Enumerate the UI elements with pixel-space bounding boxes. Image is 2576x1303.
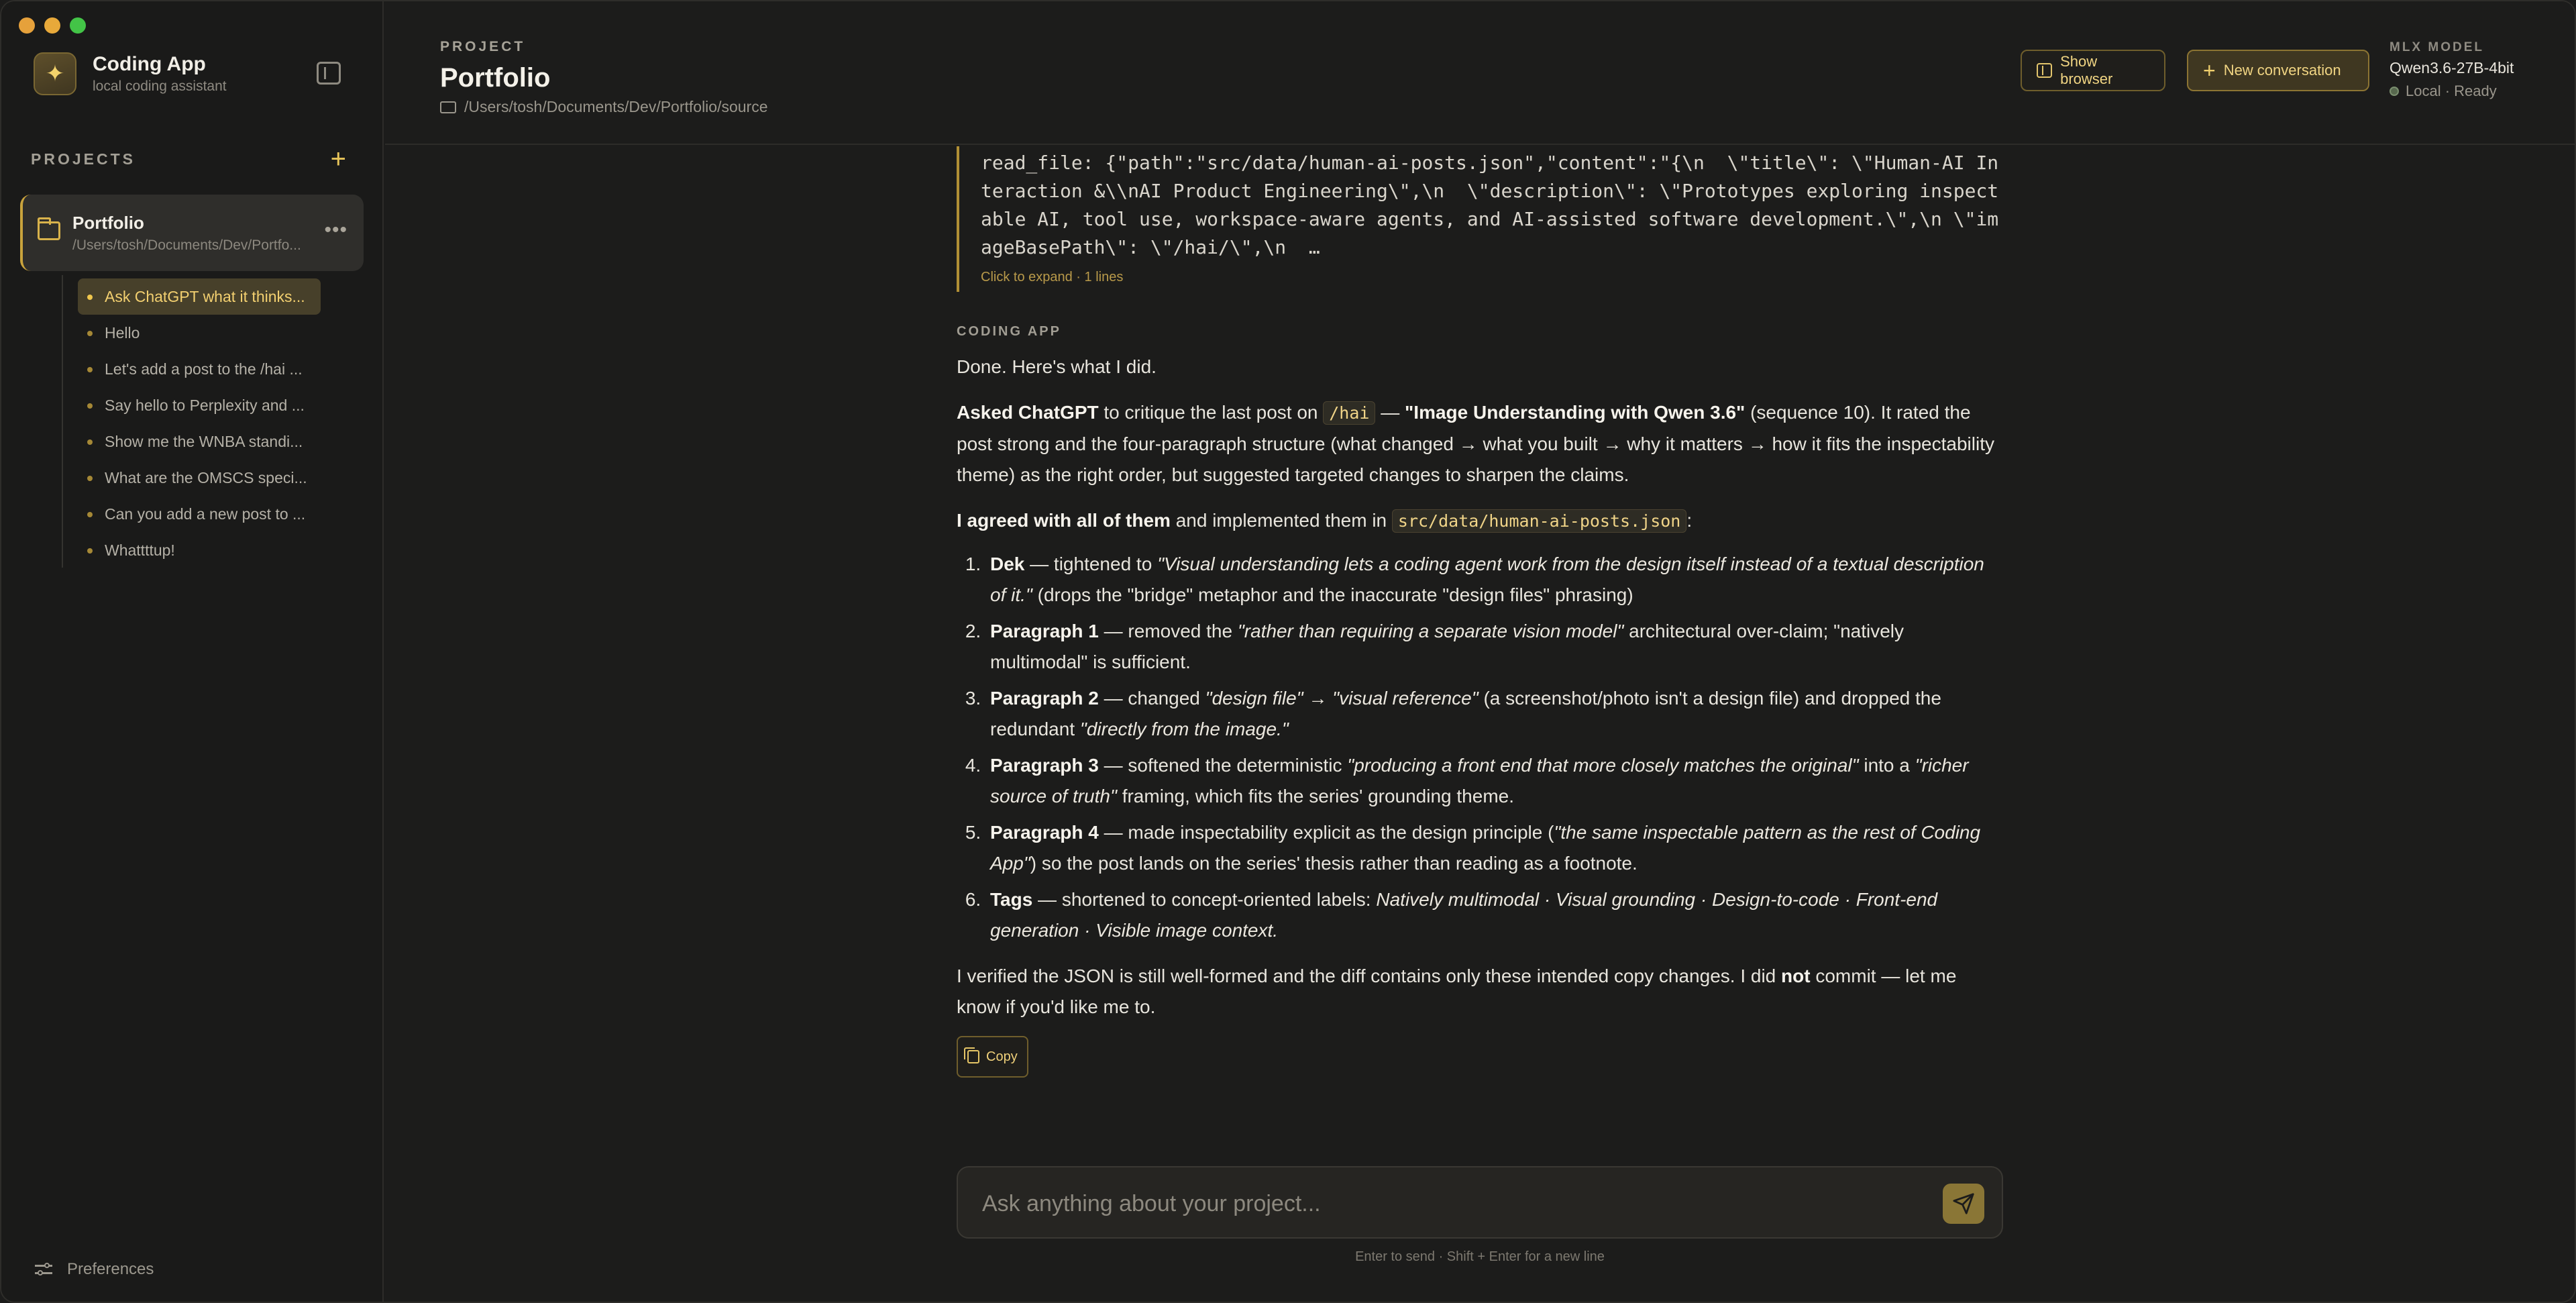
composer <box>957 1166 2003 1239</box>
model-status <box>2390 83 2514 100</box>
model-kicker: MLX MODEL <box>2390 40 2484 54</box>
brand <box>34 52 227 95</box>
sliders-icon <box>35 1262 52 1277</box>
list-item: 5. Paragraph 4 — made inspectability explicit as the design principle ("the same inspectable pattern as the rest of Coding App") so the post lands on the series' thesis rather than reading as a footnote. <box>986 817 2003 879</box>
send-button[interactable] <box>1943 1184 1984 1224</box>
add-project-button[interactable]: + <box>330 144 346 174</box>
window-controls <box>19 17 86 34</box>
conversation-item[interactable]: Ask ChatGPT what it thinks... <box>78 278 321 315</box>
app-subtitle: local coding assistant <box>93 79 227 94</box>
project-path-text: /Users/tosh/Documents/Dev/Portfolio/source <box>464 98 768 115</box>
folder-icon <box>38 221 60 240</box>
project-name: Portfolio <box>72 213 144 233</box>
list-item: 4. Paragraph 3 — softened the deterministic "producing a front end that more closely matches the original" into a "richer source of truth" framing, which fits the series' grounding theme. <box>986 750 2003 812</box>
message-input[interactable] <box>982 1186 1921 1221</box>
model-status-text: Local · Ready <box>2406 83 2497 99</box>
minimize-window-button[interactable] <box>44 17 60 34</box>
sparkle-icon: ✦ <box>34 52 76 95</box>
project-kicker: PROJECT <box>440 39 526 54</box>
conversation-item[interactable]: Can you add a new post to ... <box>78 496 319 532</box>
conversation-item[interactable]: What are the OMSCS speci... <box>78 460 319 496</box>
copy-icon <box>967 1050 979 1063</box>
projects-header <box>31 144 346 174</box>
preferences-label: Preferences <box>67 1260 154 1278</box>
copy-label: Copy <box>986 1049 1018 1064</box>
inline-code: src/data/human-ai-posts.json <box>1392 509 1686 533</box>
new-conversation-label: New conversation <box>2223 62 2341 79</box>
preferences-button[interactable] <box>35 1260 154 1279</box>
list-item: 3. Paragraph 2 — changed "design file" → "visual reference" (a screenshot/photo isn't a design file) and dropped the redundant "directly from the image." <box>986 683 2003 745</box>
page-title: Portfolio <box>440 63 551 93</box>
project-header <box>385 1 2576 145</box>
show-browser-label: Show browser <box>2060 53 2113 87</box>
composer-hint: Enter to send · Shift + Enter for a new line <box>1355 1249 1605 1264</box>
conversation-list <box>62 275 364 568</box>
message-intro: Done. Here's what I did. <box>957 356 1157 377</box>
conversation-item[interactable]: Whattttup! <box>78 532 319 568</box>
conversation-item[interactable]: Hello <box>78 315 319 351</box>
project-path-header <box>440 98 768 116</box>
project-item-portfolio[interactable] <box>20 195 364 271</box>
new-conversation-button[interactable] <box>2187 50 2369 91</box>
conversation-item[interactable]: Show me the WNBA standi... <box>78 423 319 460</box>
close-window-button[interactable] <box>19 17 35 34</box>
changes-list <box>957 549 2003 946</box>
project-path: /Users/tosh/Documents/Dev/Portfo... <box>72 238 301 253</box>
message-paragraph: I agreed with all of them and implemented them in src/data/human-ai-posts.json : <box>957 505 2003 537</box>
tool-call-code: read_file: {"path":"src/data/human-ai-posts.json","content":"{\n \"title\": \"Human-AI Interaction &\\nAI Product Engineering\",\n \"description\": \"Prototypes exploring inspectable AI, tool use, workspace-aware agents, and AI-assisted software development.\",\n \"imageBasePath\": \"/hai/\",\n … <box>981 152 1999 258</box>
send-icon <box>1952 1192 1975 1215</box>
browser-panel-icon <box>2037 63 2052 78</box>
tool-call-block[interactable] <box>957 146 2003 292</box>
message-paragraph: Asked ChatGPT to critique the last post on /hai — "Image Understanding with Qwen 3.6" (sequence 10). It rated the post strong and the four-paragraph structure (what changed → what you built → why it matters → how it fits the inspectability theme) as the right order, but suggested targeted changes to sharpen the claims. <box>957 402 1994 485</box>
list-item: 6. Tags — shortened to concept-oriented labels: Natively multimodal · Visual grounding · Design-to-code · Front-end generation · Visible image context. <box>986 884 2003 946</box>
inline-code: /hai <box>1323 401 1375 425</box>
zoom-window-button[interactable] <box>70 17 86 34</box>
projects-label: PROJECTS <box>31 150 136 168</box>
copy-button[interactable] <box>957 1036 1028 1078</box>
collapse-sidebar-icon[interactable] <box>317 62 341 85</box>
app-name: Coding App <box>93 53 206 75</box>
expand-hint[interactable]: Click to expand · 1 lines <box>981 270 1124 284</box>
conversation-item[interactable]: Let's add a post to the /hai ... <box>78 351 319 387</box>
message-role: CODING APP <box>957 324 1061 339</box>
plus-icon: + <box>2203 58 2216 83</box>
sidebar <box>1 1 384 1303</box>
folder-icon <box>440 101 456 113</box>
list-item: 2. Paragraph 1 — removed the "rather than requiring a separate vision model" architectural over-claim; "natively multimodal" is sufficient. <box>986 616 2003 678</box>
conversation-item[interactable]: Say hello to Perplexity and ... <box>78 387 319 423</box>
model-indicator <box>2390 40 2514 100</box>
model-name: Qwen3.6-27B-4bit <box>2390 59 2514 76</box>
conversation-view <box>957 146 2003 1078</box>
more-options-icon[interactable]: ••• <box>324 219 347 241</box>
assistant-message <box>957 352 2003 1078</box>
message-paragraph: I verified the JSON is still well-formed and the diff contains only these intended copy changes. I did not commit — let me know if you'd like me to. <box>957 966 1957 1017</box>
show-browser-button[interactable] <box>2021 50 2165 91</box>
list-item: 1. Dek — tightened to "Visual understanding lets a coding agent work from the design itself instead of a textual description of it." (drops the "bridge" metaphor and the inaccurate "design files" phrasing) <box>986 549 2003 611</box>
status-dot-icon <box>2390 87 2399 96</box>
